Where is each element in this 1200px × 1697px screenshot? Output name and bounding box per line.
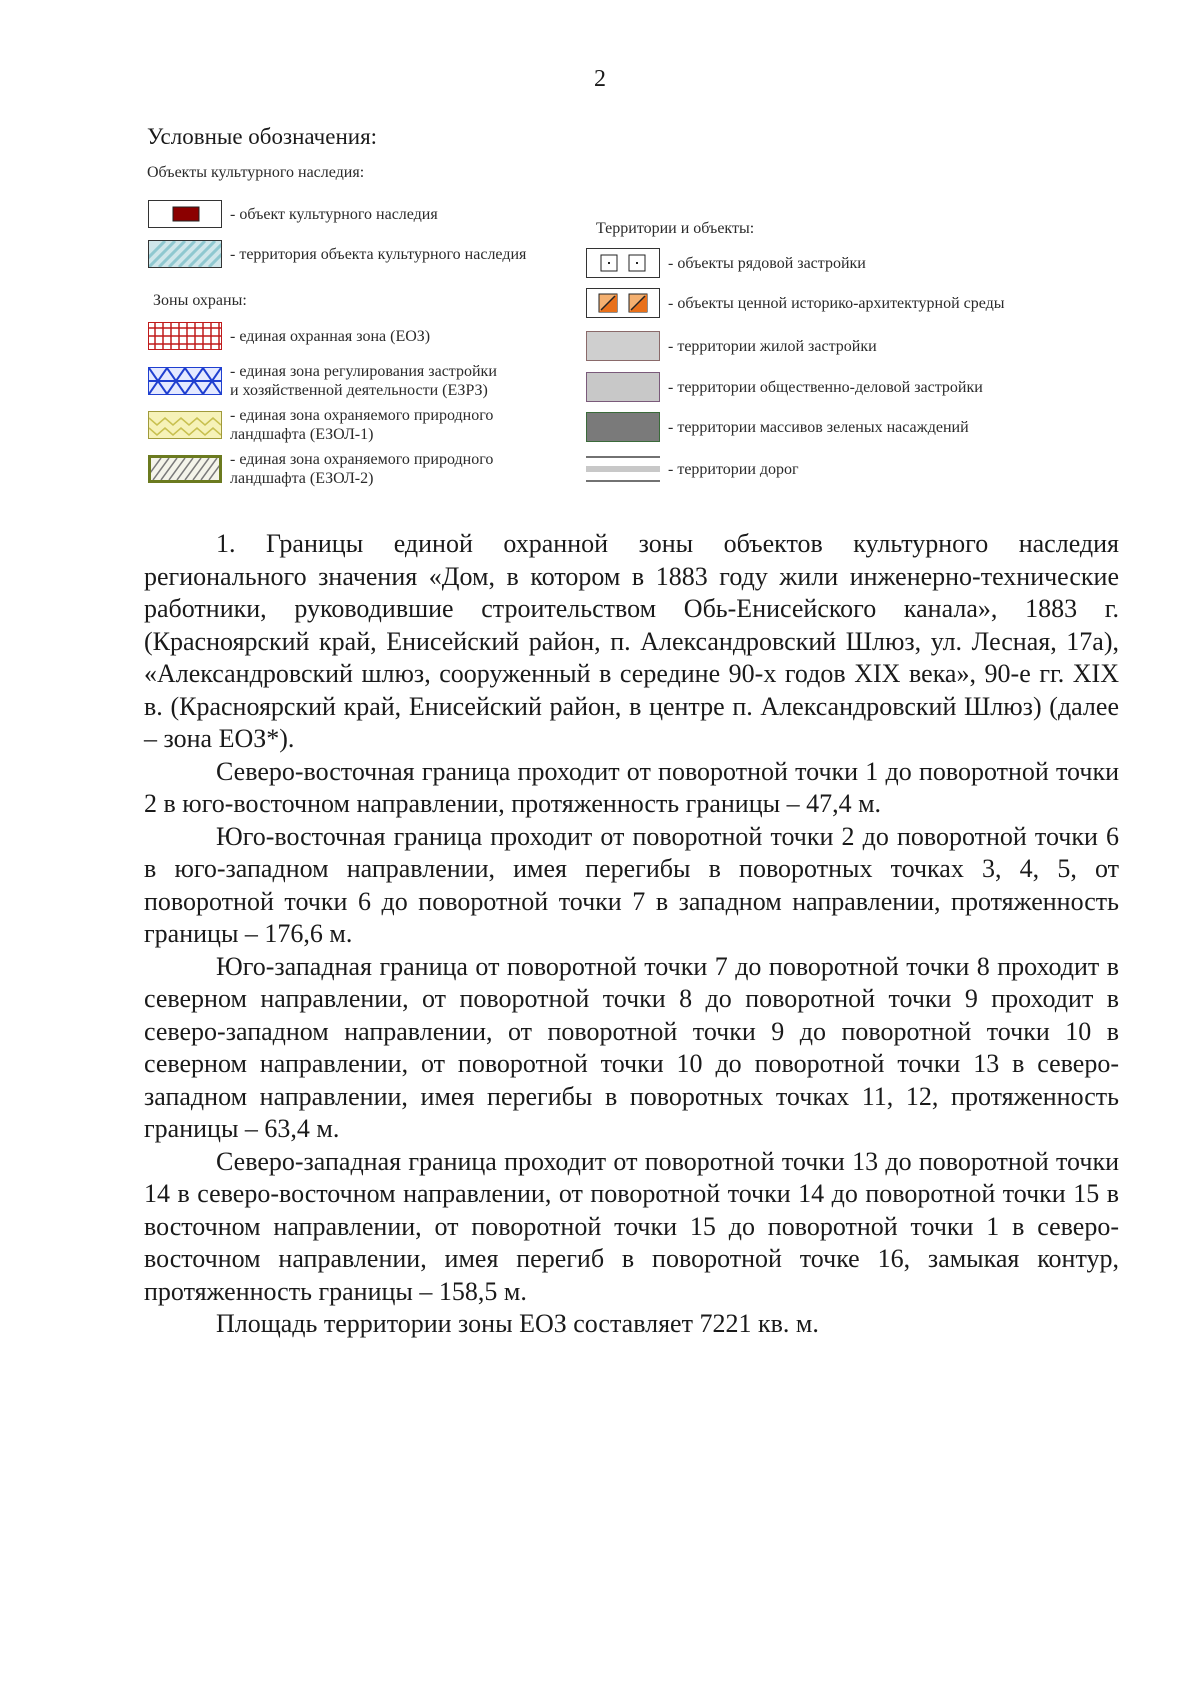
legend-label-line: - единая зона регулирования застройки: [230, 363, 497, 380]
legend-label-line: - единая зона охраняемого природного: [230, 407, 494, 424]
legend-item-public-business: [586, 372, 983, 402]
paragraph: Юго-западная граница от поворотной точки 7 до поворотной точки 8 проходит в северном направлении, от поворотной точки 8 до поворотной точки 9 проходит в северо-западном направлении, от поворотной точки 9 до поворотной точки 10 в северном направлении, от поворотной точки 10 до поворотной точки 13 в северо-западном направлении, имея перегибы в поворотных точках 11, 12, протяженность границы – 63,4 м.: [144, 951, 1119, 1143]
legend-label: - единая охранная зона (ЕОЗ): [230, 327, 431, 345]
green-massif-swatch-icon: [586, 412, 660, 442]
heritage-object-swatch-icon: [148, 200, 222, 228]
legend-label: - территории жилой застройки: [668, 337, 877, 355]
legend-title: Условные обозначения:: [147, 124, 378, 149]
legend-item-heritage-object: [148, 200, 438, 228]
page-number: 2: [594, 66, 606, 92]
legend-label: [230, 406, 493, 444]
ezrz-swatch-icon: [148, 367, 222, 395]
ordinary-building-swatch-icon: [586, 248, 660, 278]
heritage-heading: Объекты культурного наследия:: [147, 164, 365, 181]
legend-label: - объекты ценной историко-архитектурной среды: [668, 294, 1005, 312]
legend-label: - территория объекта культурного наследия: [230, 245, 527, 263]
document-body: [144, 528, 1119, 1341]
paragraph: Площадь территории зоны ЕОЗ составляет 7221 кв. м.: [216, 1309, 819, 1338]
paragraph: Юго-восточная граница проходит от поворотной точки 2 до поворотной точки 6 в юго-западном направлении, имея перегибы в поворотных точках 3, 4, 5, от поворотной точки 6 до поворотной точки 7 в западном направлении, протяженность границы – 176,6 м.: [144, 821, 1119, 948]
paragraph: Северо-восточная граница проходит от поворотной точки 1 до поворотной точки 2 в юго-восточном направлении, протяженность границы – 47,4 м.: [144, 756, 1119, 818]
legend-item-ezrz: [148, 362, 497, 400]
valuable-building-swatch-icon: [586, 288, 660, 318]
legend-item-valuable-buildings: [586, 288, 1005, 318]
legend-item-residential: [586, 331, 877, 361]
public-business-swatch-icon: [586, 372, 660, 402]
legend-label: - объект культурного наследия: [230, 205, 438, 223]
legend-item-ezol1: [148, 406, 493, 444]
legend-label-line: ландшафта (ЕЗОЛ-1): [230, 426, 374, 443]
ezol2-swatch-icon: [148, 455, 222, 483]
legend-label-line: и хозяйственной деятельности (ЕЗРЗ): [230, 382, 488, 399]
zones-heading: Зоны охраны:: [153, 292, 247, 309]
legend-item-roads: [586, 454, 799, 484]
legend-label-line: ландшафта (ЕЗОЛ-2): [230, 470, 374, 487]
legend-label: - территории дорог: [668, 460, 799, 478]
ezol1-swatch-icon: [148, 411, 222, 439]
legend-label: [230, 450, 493, 488]
roads-swatch-icon: [586, 454, 660, 484]
legend-item-ordinary-buildings: [586, 248, 866, 278]
legend-label: - территории общественно-деловой застройки: [668, 378, 983, 396]
legend-label: - объекты рядовой застройки: [668, 254, 866, 272]
legend-item-heritage-territory: [148, 240, 526, 268]
eoz-swatch-icon: [148, 322, 222, 350]
legend-label-line: - единая зона охраняемого природного: [230, 451, 494, 468]
legend-item-green-massif: [586, 412, 969, 442]
heritage-territory-swatch-icon: [148, 240, 222, 268]
territories-heading: Территории и объекты:: [596, 220, 755, 237]
residential-swatch-icon: [586, 331, 660, 361]
legend-item-ezol2: [148, 450, 493, 488]
paragraph: Северо-западная граница проходит от поворотной точки 13 до поворотной точки 14 в северо-восточном направлении, от поворотной точки 14 до поворотной точки 15 в восточном направлении, от поворотной точки 15 до поворотной точки 1 в северо-восточном направлении, имея перегиб в поворотной точке 16, замыкая контур, протяженность границы – 158,5 м.: [144, 1146, 1119, 1306]
legend-label: [230, 362, 497, 400]
legend-item-eoz: [148, 322, 430, 350]
legend-label: - территории массивов зеленых насаждений: [668, 418, 969, 436]
paragraph: 1. Границы единой охранной зоны объектов культурного наследия регионального значения «Дом, в котором в 1883 году жили инженерно-технические работники, руководившие строительством Обь-Енисейского канала», 1883 г. (Красноярский край, Енисейский район, п. Александровский Шлюз, ул. Лесная, 17а), «Александровский шлюз, сооруженный в середине 90-х годов XIX века», 90-е гг. XIX в. (Красноярский край, Енисейский район, в центре п. Александровский Шлюз) (далее – зона ЕОЗ*).: [144, 529, 1119, 753]
